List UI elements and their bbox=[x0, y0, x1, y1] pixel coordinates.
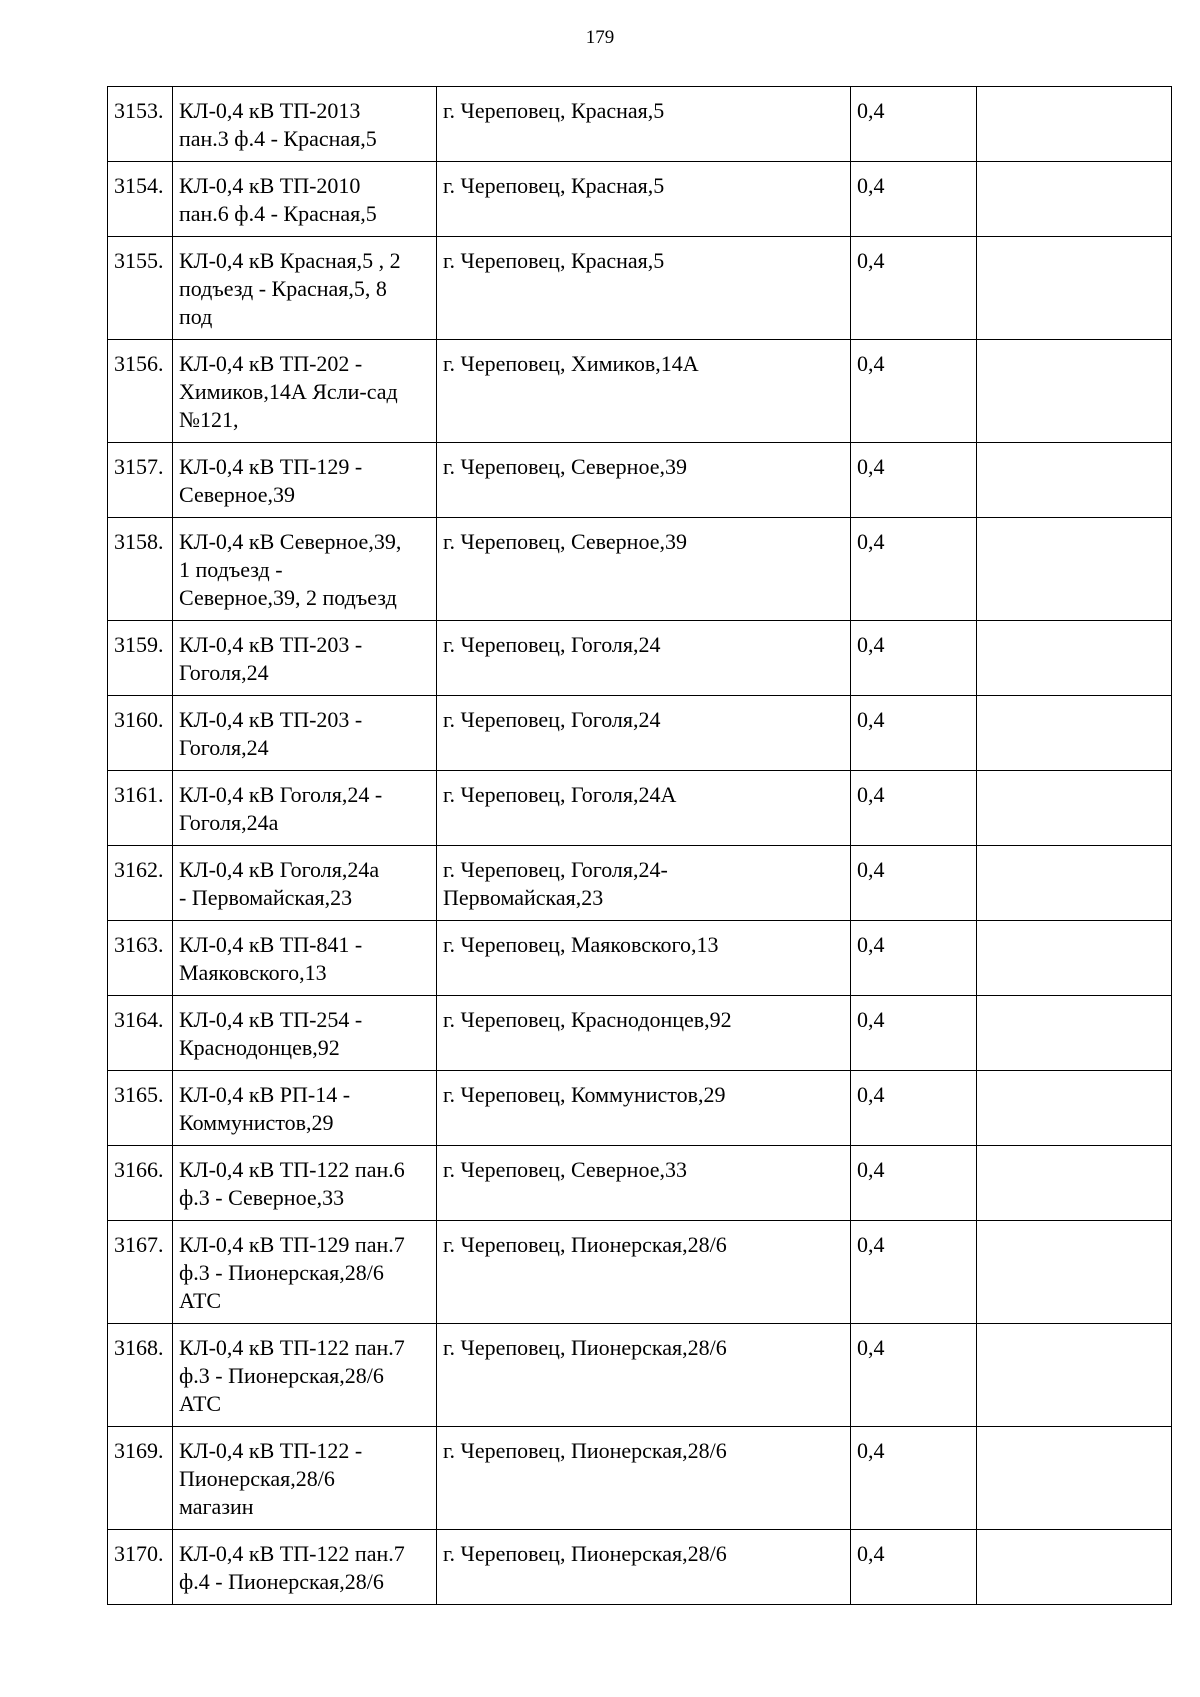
address-text: г. Череповец, Красная,5 bbox=[443, 248, 665, 273]
voltage-cell bbox=[851, 1530, 977, 1605]
table-row bbox=[108, 162, 1172, 237]
row-number: 3160. bbox=[114, 707, 164, 732]
cable-line-name-text: Коммунистов,29 bbox=[179, 1110, 334, 1135]
row-number: 3159. bbox=[114, 632, 164, 657]
voltage-value: 0,4 bbox=[857, 98, 885, 123]
row-number-cell bbox=[108, 846, 173, 921]
row-number-cell bbox=[108, 696, 173, 771]
cable-line-name-text: Краснодонцев,92 bbox=[179, 1035, 340, 1060]
voltage-value: 0,4 bbox=[857, 1082, 885, 1107]
voltage-cell bbox=[851, 771, 977, 846]
row-number-cell bbox=[108, 996, 173, 1071]
address-text: г. Череповец, Гоголя,24- bbox=[443, 857, 668, 882]
cable-line-name-text: пан.3 ф.4 - Красная,5 bbox=[179, 126, 377, 151]
voltage-value: 0,4 bbox=[857, 1335, 885, 1360]
voltage-cell bbox=[851, 1427, 977, 1530]
row-number-cell bbox=[108, 162, 173, 237]
cable-line-name-cell bbox=[173, 996, 437, 1071]
voltage-value: 0,4 bbox=[857, 1541, 885, 1566]
cable-line-name-cell bbox=[173, 237, 437, 340]
voltage-cell bbox=[851, 443, 977, 518]
row-number-cell bbox=[108, 1071, 173, 1146]
voltage-value: 0,4 bbox=[857, 782, 885, 807]
cable-line-name-text: Пионерская,28/6 bbox=[179, 1466, 335, 1491]
row-number-cell bbox=[108, 1530, 173, 1605]
address-text: г. Череповец, Пионерская,28/6 bbox=[443, 1232, 727, 1257]
cable-line-name-text: КЛ-0,4 кВ Гоголя,24а bbox=[179, 857, 380, 882]
address-cell bbox=[437, 1221, 851, 1324]
row-number: 3167. bbox=[114, 1232, 164, 1257]
row-number: 3156. bbox=[114, 351, 164, 376]
address-text: г. Череповец, Пионерская,28/6 bbox=[443, 1438, 727, 1463]
cable-line-name-text: КЛ-0,4 кВ ТП-2010 bbox=[179, 173, 361, 198]
table-row bbox=[108, 996, 1172, 1071]
cable-line-name-text: КЛ-0,4 кВ Красная,5 , 2 bbox=[179, 248, 401, 273]
empty-cell bbox=[977, 518, 1172, 621]
table-row bbox=[108, 443, 1172, 518]
voltage-cell bbox=[851, 996, 977, 1071]
row-number-cell bbox=[108, 1146, 173, 1221]
table-row bbox=[108, 621, 1172, 696]
address-text: Первомайская,23 bbox=[443, 885, 604, 910]
empty-cell bbox=[977, 1324, 1172, 1427]
row-number: 3157. bbox=[114, 454, 164, 479]
cable-line-name-text: КЛ-0,4 кВ ТП-254 - bbox=[179, 1007, 363, 1032]
cable-line-name-text: 1 подъезд - bbox=[179, 557, 283, 582]
voltage-cell bbox=[851, 237, 977, 340]
address-cell bbox=[437, 518, 851, 621]
voltage-cell bbox=[851, 846, 977, 921]
table-row bbox=[108, 340, 1172, 443]
address-text: г. Череповец, Гоголя,24 bbox=[443, 632, 661, 657]
row-number: 3168. bbox=[114, 1335, 164, 1360]
row-number: 3170. bbox=[114, 1541, 164, 1566]
voltage-value: 0,4 bbox=[857, 454, 885, 479]
table-row bbox=[108, 87, 1172, 162]
table-row bbox=[108, 1146, 1172, 1221]
voltage-cell bbox=[851, 1071, 977, 1146]
cable-line-name-cell bbox=[173, 518, 437, 621]
address-cell bbox=[437, 696, 851, 771]
voltage-cell bbox=[851, 621, 977, 696]
cable-line-name-text: КЛ-0,4 кВ ТП-122 пан.7 bbox=[179, 1541, 405, 1566]
table-row bbox=[108, 1530, 1172, 1605]
address-text: г. Череповец, Коммунистов,29 bbox=[443, 1082, 726, 1107]
cable-line-name-text: Гоголя,24а bbox=[179, 810, 279, 835]
voltage-value: 0,4 bbox=[857, 1007, 885, 1032]
cable-line-name-text: пан.6 ф.4 - Красная,5 bbox=[179, 201, 377, 226]
address-text: г. Череповец, Маяковского,13 bbox=[443, 932, 719, 957]
row-number-cell bbox=[108, 87, 173, 162]
empty-cell bbox=[977, 162, 1172, 237]
empty-cell bbox=[977, 1221, 1172, 1324]
row-number: 3155. bbox=[114, 248, 164, 273]
address-text: г. Череповец, Северное,33 bbox=[443, 1157, 687, 1182]
table-row bbox=[108, 696, 1172, 771]
cable-line-name-text: - Первомайская,23 bbox=[179, 885, 353, 910]
address-text: г. Череповец, Красная,5 bbox=[443, 173, 665, 198]
voltage-cell bbox=[851, 696, 977, 771]
row-number: 3154. bbox=[114, 173, 164, 198]
address-cell bbox=[437, 921, 851, 996]
address-cell bbox=[437, 1071, 851, 1146]
empty-cell bbox=[977, 237, 1172, 340]
empty-cell bbox=[977, 1146, 1172, 1221]
voltage-value: 0,4 bbox=[857, 529, 885, 554]
voltage-value: 0,4 bbox=[857, 173, 885, 198]
row-number: 3163. bbox=[114, 932, 164, 957]
empty-cell bbox=[977, 621, 1172, 696]
voltage-cell bbox=[851, 1324, 977, 1427]
row-number: 3153. bbox=[114, 98, 164, 123]
cable-line-name-text: КЛ-0,4 кВ ТП-202 - bbox=[179, 351, 363, 376]
table-row bbox=[108, 1221, 1172, 1324]
address-text: г. Череповец, Красная,5 bbox=[443, 98, 665, 123]
table-row bbox=[108, 921, 1172, 996]
address-cell bbox=[437, 340, 851, 443]
cable-line-name-text: подъезд - Красная,5, 8 bbox=[179, 276, 387, 301]
cable-line-name-text: АТС bbox=[179, 1288, 222, 1313]
cable-line-name-cell bbox=[173, 340, 437, 443]
cable-line-name-text: КЛ-0,4 кВ ТП-203 - bbox=[179, 707, 363, 732]
cable-line-name-text: Гоголя,24 bbox=[179, 660, 269, 685]
row-number-cell bbox=[108, 771, 173, 846]
voltage-cell bbox=[851, 162, 977, 237]
address-cell bbox=[437, 771, 851, 846]
table-row bbox=[108, 237, 1172, 340]
address-text: г. Череповец, Химиков,14А bbox=[443, 351, 699, 376]
cable-line-name-text: КЛ-0,4 кВ ТП-122 пан.6 bbox=[179, 1157, 405, 1182]
address-text: г. Череповец, Гоголя,24 bbox=[443, 707, 661, 732]
voltage-value: 0,4 bbox=[857, 857, 885, 882]
voltage-value: 0,4 bbox=[857, 932, 885, 957]
cable-line-name-cell bbox=[173, 1071, 437, 1146]
row-number-cell bbox=[108, 518, 173, 621]
cable-line-name-cell bbox=[173, 621, 437, 696]
address-cell bbox=[437, 1427, 851, 1530]
row-number-cell bbox=[108, 1427, 173, 1530]
cable-line-name-cell bbox=[173, 921, 437, 996]
cable-line-name-cell bbox=[173, 846, 437, 921]
voltage-value: 0,4 bbox=[857, 707, 885, 732]
table-row bbox=[108, 771, 1172, 846]
empty-cell bbox=[977, 696, 1172, 771]
cable-line-name-text: КЛ-0,4 кВ ТП-203 - bbox=[179, 632, 363, 657]
address-cell bbox=[437, 1530, 851, 1605]
cable-line-name-text: КЛ-0,4 кВ ТП-2013 bbox=[179, 98, 361, 123]
cable-line-name-text: КЛ-0,4 кВ ТП-841 - bbox=[179, 932, 363, 957]
cable-line-name-text: КЛ-0,4 кВ Северное,39, bbox=[179, 529, 402, 554]
address-cell bbox=[437, 1324, 851, 1427]
cable-line-name-text: ф.4 - Пионерская,28/6 bbox=[179, 1569, 384, 1594]
row-number-cell bbox=[108, 340, 173, 443]
empty-cell bbox=[977, 921, 1172, 996]
voltage-cell bbox=[851, 1146, 977, 1221]
row-number-cell bbox=[108, 1324, 173, 1427]
cable-line-name-text: №121, bbox=[179, 407, 239, 432]
address-text: г. Череповец, Северное,39 bbox=[443, 454, 687, 479]
voltage-value: 0,4 bbox=[857, 1438, 885, 1463]
empty-cell bbox=[977, 87, 1172, 162]
address-cell bbox=[437, 237, 851, 340]
cable-line-name-cell bbox=[173, 771, 437, 846]
voltage-value: 0,4 bbox=[857, 1157, 885, 1182]
table-row bbox=[108, 1071, 1172, 1146]
address-cell bbox=[437, 162, 851, 237]
row-number: 3165. bbox=[114, 1082, 164, 1107]
voltage-value: 0,4 bbox=[857, 248, 885, 273]
address-cell bbox=[437, 996, 851, 1071]
cable-line-name-cell bbox=[173, 162, 437, 237]
address-text: г. Череповец, Пионерская,28/6 bbox=[443, 1541, 727, 1566]
cable-line-name-text: АТС bbox=[179, 1391, 222, 1416]
address-text: г. Череповец, Северное,39 bbox=[443, 529, 687, 554]
empty-cell bbox=[977, 340, 1172, 443]
table-row bbox=[108, 1324, 1172, 1427]
cable-line-name-cell bbox=[173, 1221, 437, 1324]
voltage-cell bbox=[851, 340, 977, 443]
cable-line-name-text: Химиков,14А Ясли-сад bbox=[179, 379, 398, 404]
voltage-value: 0,4 bbox=[857, 351, 885, 376]
cable-line-name-text: Северное,39, 2 подъезд bbox=[179, 585, 397, 610]
table-row bbox=[108, 846, 1172, 921]
empty-cell bbox=[977, 771, 1172, 846]
row-number-cell bbox=[108, 443, 173, 518]
empty-cell bbox=[977, 443, 1172, 518]
cable-line-name-cell bbox=[173, 443, 437, 518]
cable-line-name-text: Северное,39 bbox=[179, 482, 296, 507]
row-number: 3166. bbox=[114, 1157, 164, 1182]
cable-line-name-text: магазин bbox=[179, 1494, 254, 1519]
voltage-cell bbox=[851, 518, 977, 621]
table-row bbox=[108, 518, 1172, 621]
address-text: г. Череповец, Пионерская,28/6 bbox=[443, 1335, 727, 1360]
address-cell bbox=[437, 443, 851, 518]
empty-cell bbox=[977, 1071, 1172, 1146]
cable-line-name-text: КЛ-0,4 кВ РП-14 - bbox=[179, 1082, 351, 1107]
address-cell bbox=[437, 87, 851, 162]
row-number: 3164. bbox=[114, 1007, 164, 1032]
cable-line-name-cell bbox=[173, 1146, 437, 1221]
voltage-value: 0,4 bbox=[857, 632, 885, 657]
voltage-value: 0,4 bbox=[857, 1232, 885, 1257]
empty-cell bbox=[977, 1427, 1172, 1530]
cable-line-name-cell bbox=[173, 1324, 437, 1427]
voltage-cell bbox=[851, 921, 977, 996]
cable-line-name-text: КЛ-0,4 кВ ТП-122 - bbox=[179, 1438, 363, 1463]
row-number-cell bbox=[108, 1221, 173, 1324]
cable-line-name-cell bbox=[173, 696, 437, 771]
cable-line-name-cell bbox=[173, 87, 437, 162]
cable-line-name-text: Гоголя,24 bbox=[179, 735, 269, 760]
cable-line-name-text: Маяковского,13 bbox=[179, 960, 327, 985]
row-number: 3161. bbox=[114, 782, 164, 807]
cable-line-name-text: КЛ-0,4 кВ Гоголя,24 - bbox=[179, 782, 383, 807]
row-number: 3158. bbox=[114, 529, 164, 554]
address-cell bbox=[437, 1146, 851, 1221]
address-cell bbox=[437, 846, 851, 921]
voltage-cell bbox=[851, 1221, 977, 1324]
row-number: 3169. bbox=[114, 1438, 164, 1463]
registry-table-body bbox=[108, 87, 1172, 1605]
row-number-cell bbox=[108, 921, 173, 996]
page-number: 179 bbox=[585, 27, 615, 48]
cable-line-name-text: КЛ-0,4 кВ ТП-129 - bbox=[179, 454, 363, 479]
cable-line-name-text: под bbox=[179, 304, 213, 329]
cable-line-name-cell bbox=[173, 1427, 437, 1530]
cable-line-name-text: КЛ-0,4 кВ ТП-122 пан.7 bbox=[179, 1335, 405, 1360]
cable-line-name-cell bbox=[173, 1530, 437, 1605]
cable-line-name-text: ф.3 - Пионерская,28/6 bbox=[179, 1363, 384, 1388]
registry-table bbox=[107, 86, 1172, 1605]
address-text: г. Череповец, Краснодонцев,92 bbox=[443, 1007, 732, 1032]
empty-cell bbox=[977, 996, 1172, 1071]
cable-line-name-text: ф.3 - Пионерская,28/6 bbox=[179, 1260, 384, 1285]
row-number: 3162. bbox=[114, 857, 164, 882]
address-text: г. Череповец, Гоголя,24А bbox=[443, 782, 677, 807]
empty-cell bbox=[977, 846, 1172, 921]
cable-line-name-text: КЛ-0,4 кВ ТП-129 пан.7 bbox=[179, 1232, 405, 1257]
empty-cell bbox=[977, 1530, 1172, 1605]
cable-line-name-text: ф.3 - Северное,33 bbox=[179, 1185, 345, 1210]
row-number-cell bbox=[108, 237, 173, 340]
address-cell bbox=[437, 621, 851, 696]
table-row bbox=[108, 1427, 1172, 1530]
voltage-cell bbox=[851, 87, 977, 162]
row-number-cell bbox=[108, 621, 173, 696]
